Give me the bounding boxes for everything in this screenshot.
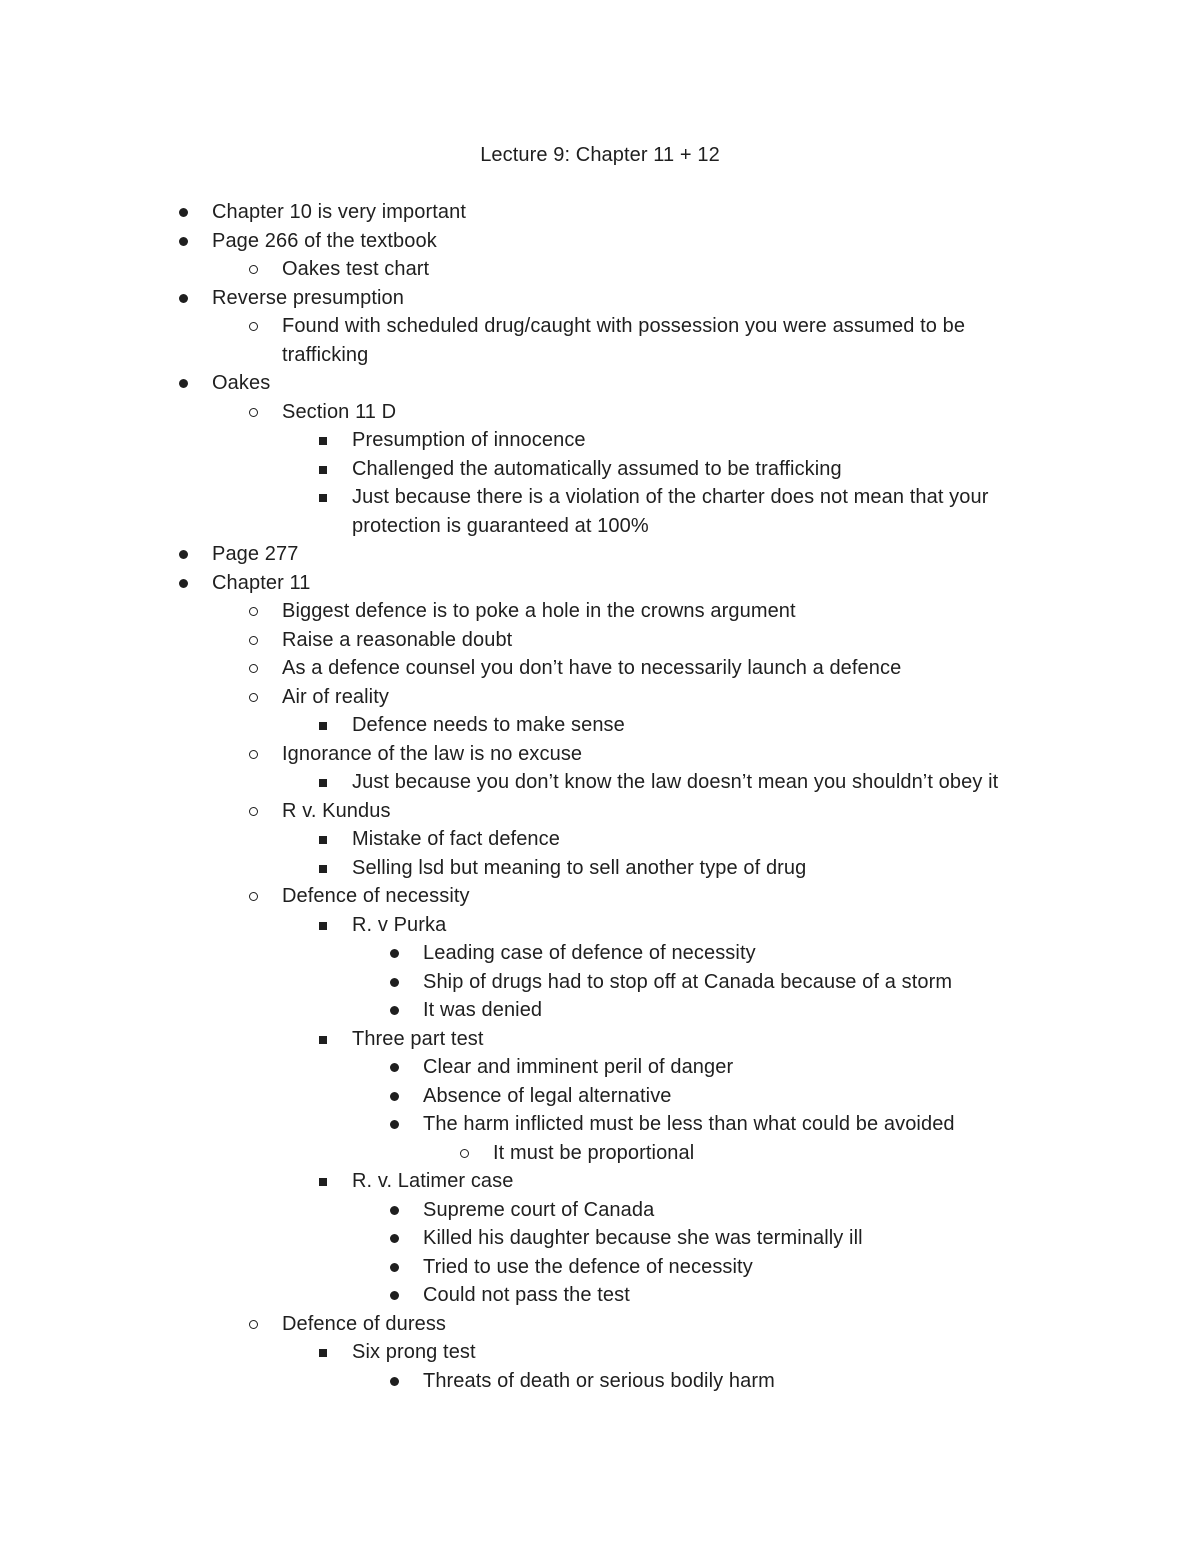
list-item: Clear and imminent peril of danger bbox=[423, 1053, 1043, 1082]
filled-circle-bullet-icon bbox=[390, 949, 399, 958]
list-item: Defence of necessity bbox=[282, 882, 1042, 911]
list-item: Reverse presumption bbox=[212, 284, 1072, 313]
list-item: Absence of legal alternative bbox=[423, 1082, 1043, 1111]
hollow-circle-bullet-icon bbox=[249, 664, 258, 673]
filled-circle-bullet-icon bbox=[390, 1291, 399, 1300]
square-bullet-icon bbox=[319, 1036, 327, 1044]
filled-circle-bullet-icon bbox=[390, 1063, 399, 1072]
square-bullet-icon bbox=[319, 779, 327, 787]
hollow-circle-bullet-icon bbox=[249, 693, 258, 702]
list-item: Leading case of defence of necessity bbox=[423, 939, 1043, 968]
list-item: Raise a reasonable doubt bbox=[282, 626, 1042, 655]
square-bullet-icon bbox=[319, 466, 327, 474]
square-bullet-icon bbox=[319, 836, 327, 844]
filled-circle-bullet-icon bbox=[179, 579, 188, 588]
list-item: The harm inflicted must be less than what could be avoided bbox=[423, 1110, 1043, 1139]
list-item: Challenged the automatically assumed to be trafficking bbox=[352, 455, 1052, 484]
list-item: Page 277 bbox=[212, 540, 1072, 569]
list-item: Defence needs to make sense bbox=[352, 711, 1052, 740]
hollow-circle-bullet-icon bbox=[249, 1320, 258, 1329]
list-item: Three part test bbox=[352, 1025, 1052, 1054]
hollow-circle-bullet-icon bbox=[249, 322, 258, 331]
filled-circle-bullet-icon bbox=[179, 550, 188, 559]
page-title: Lecture 9: Chapter 11 + 12 bbox=[480, 144, 720, 166]
filled-circle-bullet-icon bbox=[179, 237, 188, 246]
list-item: Ignorance of the law is no excuse bbox=[282, 740, 1042, 769]
list-item: Oakes bbox=[212, 369, 1072, 398]
list-item: It was denied bbox=[423, 996, 1043, 1025]
filled-circle-bullet-icon bbox=[390, 1006, 399, 1015]
hollow-circle-bullet-icon bbox=[249, 807, 258, 816]
filled-circle-bullet-icon bbox=[179, 208, 188, 217]
square-bullet-icon bbox=[319, 1178, 327, 1186]
list-item: Air of reality bbox=[282, 683, 1042, 712]
hollow-circle-bullet-icon bbox=[249, 892, 258, 901]
list-item: R. v. Latimer case bbox=[352, 1167, 1052, 1196]
notes-list bbox=[0, 198, 1200, 1395]
list-item: Killed his daughter because she was terminally ill bbox=[423, 1224, 1043, 1253]
list-item: Chapter 10 is very important bbox=[212, 198, 1072, 227]
list-item: Threats of death or serious bodily harm bbox=[423, 1367, 1043, 1396]
filled-circle-bullet-icon bbox=[390, 1120, 399, 1129]
list-item: Defence of duress bbox=[282, 1310, 1042, 1339]
filled-circle-bullet-icon bbox=[179, 379, 188, 388]
square-bullet-icon bbox=[319, 922, 327, 930]
list-item: Oakes test chart bbox=[282, 255, 1042, 284]
square-bullet-icon bbox=[319, 722, 327, 730]
list-item: R. v Purka bbox=[352, 911, 1052, 940]
square-bullet-icon bbox=[319, 1349, 327, 1357]
list-item: Chapter 11 bbox=[212, 569, 1072, 598]
list-item: It must be proportional bbox=[493, 1139, 1053, 1168]
square-bullet-icon bbox=[319, 865, 327, 873]
list-item: Tried to use the defence of necessity bbox=[423, 1253, 1043, 1282]
hollow-circle-bullet-icon bbox=[249, 607, 258, 616]
filled-circle-bullet-icon bbox=[390, 1377, 399, 1386]
hollow-circle-bullet-icon bbox=[249, 636, 258, 645]
filled-circle-bullet-icon bbox=[179, 294, 188, 303]
list-item: R v. Kundus bbox=[282, 797, 1042, 826]
list-item: Found with scheduled drug/caught with possession you were assumed to be trafficking bbox=[282, 312, 1042, 369]
list-item: Could not pass the test bbox=[423, 1281, 1043, 1310]
list-item: Selling lsd but meaning to sell another type of drug bbox=[352, 854, 1052, 883]
hollow-circle-bullet-icon bbox=[249, 265, 258, 274]
filled-circle-bullet-icon bbox=[390, 1206, 399, 1215]
list-item: Page 266 of the textbook bbox=[212, 227, 1072, 256]
filled-circle-bullet-icon bbox=[390, 1092, 399, 1101]
filled-circle-bullet-icon bbox=[390, 1234, 399, 1243]
square-bullet-icon bbox=[319, 437, 327, 445]
list-item: Mistake of fact defence bbox=[352, 825, 1052, 854]
list-item: Six prong test bbox=[352, 1338, 1052, 1367]
hollow-circle-bullet-icon bbox=[460, 1149, 469, 1158]
filled-circle-bullet-icon bbox=[390, 1263, 399, 1272]
list-item: Just because you don’t know the law doesn’t mean you shouldn’t obey it bbox=[352, 768, 1052, 797]
list-item: As a defence counsel you don’t have to necessarily launch a defence bbox=[282, 654, 1042, 683]
list-item: Supreme court of Canada bbox=[423, 1196, 1043, 1225]
list-item: Biggest defence is to poke a hole in the crowns argument bbox=[282, 597, 1042, 626]
list-item: Presumption of innocence bbox=[352, 426, 1052, 455]
hollow-circle-bullet-icon bbox=[249, 408, 258, 417]
list-item: Section 11 D bbox=[282, 398, 1042, 427]
filled-circle-bullet-icon bbox=[390, 978, 399, 987]
hollow-circle-bullet-icon bbox=[249, 750, 258, 759]
square-bullet-icon bbox=[319, 494, 327, 502]
list-item: Ship of drugs had to stop off at Canada because of a storm bbox=[423, 968, 1043, 997]
list-item: Just because there is a violation of the charter does not mean that your protection is guaranteed at 100% bbox=[352, 483, 1052, 540]
